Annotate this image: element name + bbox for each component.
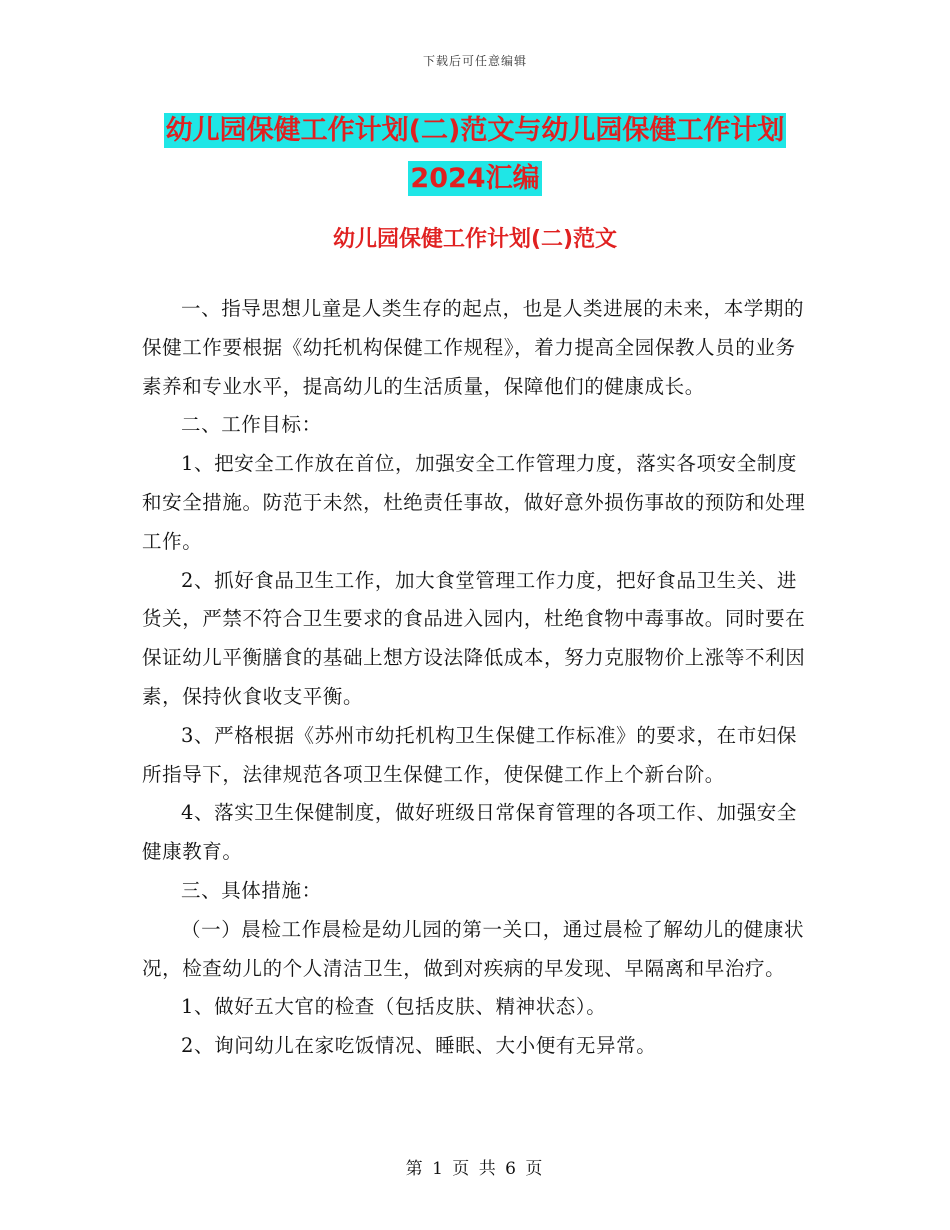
- section-title: 幼儿园保健工作计划(二)范文: [332, 227, 618, 252]
- paragraph: 2、询问幼儿在家吃饭情况、睡眠、大小便有无异常。: [181, 1034, 657, 1058]
- paragraph: 二、工作目标：: [181, 413, 322, 437]
- header-note: 下载后可任意编辑: [422, 54, 527, 68]
- document-title-line-2: [0, 156, 950, 195]
- paragraph: 2、抓好食品卫生工作，加大食堂管理工作力度，把好食品卫生关、进货关，严禁不符合卫生要求的食品进入园内，杜绝食物中毒事故。同时要在保证幼儿平衡膳食的基础上想方设法降低成本，努力克服物价上涨等不利因素，保持伙食收支平衡。: [142, 568, 806, 708]
- paragraph: 三、具体措施：: [181, 878, 322, 902]
- page-number: 第 1 页 共 6 页: [405, 1159, 545, 1179]
- document-title-line-1: [0, 108, 950, 147]
- paragraph: 1、把安全工作放在首位，加强安全工作管理力度，落实各项安全制度和安全措施。防范于未然，杜绝责任事故，做好意外损伤事故的预防和处理工作。: [142, 452, 806, 553]
- paragraph: （一）晨检工作晨检是幼儿园的第一关口，通过晨检了解幼儿的健康状况，检查幼儿的个人清洁卫生，做到对疾病的早发现、早隔离和早治疗。: [142, 917, 805, 980]
- paragraph: 1、做好五大官的检查（包括皮肤、精神状态）。: [181, 995, 607, 1019]
- paragraph: 3、严格根据《苏州市幼托机构卫生保健工作标准》的要求，在市妇保所指导下，法律规范各项卫生保健工作，使保健工作上个新台阶。: [142, 723, 798, 786]
- document-title-line-2-text: 2024汇编: [410, 163, 540, 194]
- paragraph: 4、落实卫生保健制度，做好班级日常保育管理的各项工作、加强安全健康教育。: [142, 801, 798, 864]
- document-title-line-1-text: 幼儿园保健工作计划(二)范文与幼儿园保健工作计划: [165, 115, 785, 146]
- paragraph: 一、指导思想儿童是人类生存的起点，也是人类进展的未来，本学期的保健工作要根据《幼托机构保健工作规程》，着力提高全园保教人员的业务素养和专业水平，提高幼儿的生活质量，保障他们的健康成长。: [142, 297, 805, 398]
- body-text: [142, 290, 812, 1066]
